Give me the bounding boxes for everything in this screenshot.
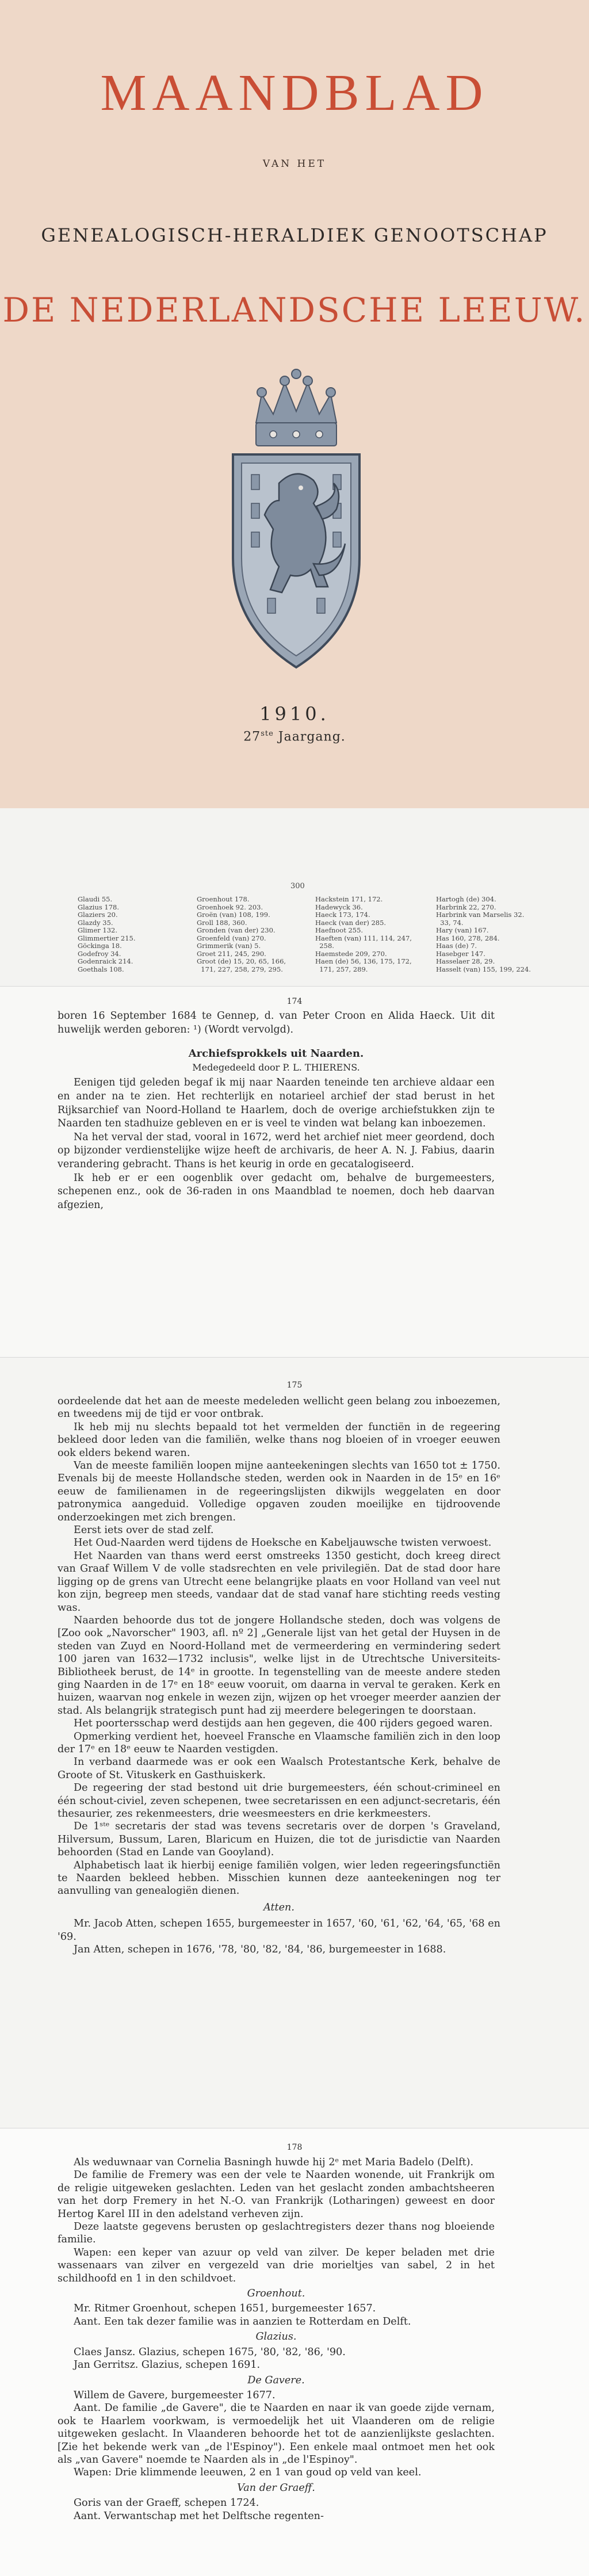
entry: Mr. Ritmer Groenhout, schepen 1651, burgemeester 1657. <box>74 2303 376 2315</box>
index-column-3: Hackstein 171, 172. Hadewyck 36. Haeck 173, 174. Haeck (van der) 285. Haefnoot 255. Haeften (van) 111, 114, 247, 258. Haemstede 209, 270. Haen (de) 56, 136, 175, 172, 171, 257, 289. <box>315 895 412 973</box>
page-body <box>58 2156 495 2523</box>
paragraph: Het Oud-Naarden werd tijdens de Hoeksche en Kabeljauwsche twisten verwoest. <box>74 1537 492 1549</box>
entry: Jan Atten, schepen in 1676, '78, '80, '82, '84, '86, burgemeester in 1688. <box>74 1944 446 1956</box>
page-number: 174 <box>286 997 303 1006</box>
article-heading: Archiefsprokkels uit Naarden. <box>188 1048 364 1060</box>
page-174 <box>0 987 589 1358</box>
paragraph: De regeering der stad bestond uit drie burgemeesters, één schout-crimineel en één schout-civiel, zeven schepenen, twee secretarissen en een adjunct-secretaris, één thesaurier, zes rekenmeesters, drie weesmeesters en drie kerkmeesters. <box>58 1782 500 1820</box>
index-column-1: Glaudi 55. Glazius 178. Glaziers 20. Glazdy 35. Glimer 132. Glimmertier 215. Göckinga 18. Godefroy 34. Godenraick 214. Goethals 108. <box>78 895 136 973</box>
paragraph: Na het verval der stad, vooral in 1672, werd het archief niet meer geordend, doch op bijzonder verdienstelijke wijze heeft de archivaris, de heer A. N. J. Fabius, daarin verandering gebracht. Thans is het keurig in orde en gecatalogiseerd. <box>58 1131 495 1170</box>
cover-jaargang <box>0 729 589 744</box>
cover-page <box>0 0 589 808</box>
coat-of-arms-emblem-icon <box>216 368 377 679</box>
paragraph: Ik heb mij nu slechts bepaald tot het vermelden der functiën in de regeering bekleed door leden van die familiën, welke thans nog bloeien of in vroeger eeuwen ook elders bekend waren. <box>58 1421 500 1459</box>
jaargang-number: 27 <box>243 729 261 744</box>
page-178 <box>0 2128 589 2576</box>
article-author: Medegedeeld door P. L. THIERENS. <box>192 1061 360 1073</box>
entry: Aant. De familie „de Gavere", die te Naarden en naar ik van goede zijde vernam, ook te Haarlem voorkwam, is vermoedelijk het uit Vlaanderen om de religie uitgeweken geslacht. In Vlaanderen behoorde het tot de aanzienlijkste geslachten. [Zie het bekende werk van „de l'Espinoy"). Een enkele maal ontmoet men het ook als „van Gavere" noemde te Naarden als in „de l'Espinoy". <box>58 2402 495 2466</box>
entry: Mr. Jacob Atten, schepen 1655, burgemeester in 1657, '60, '61, '62, '64, '65, '68 en '69. <box>58 1918 500 1943</box>
paragraph: De 1ˢᵗᵉ secretaris der stad was tevens secretaris over de dorpen 's Graveland, Hilversum, Bussum, Laren, Blaricum en Huizen, die tot de jurisdictie van Naarden behoorden (Stad en Lande van Gooyland). <box>58 1821 500 1859</box>
section-title: De Gavere. <box>247 2374 305 2386</box>
page-number: 175 <box>286 1381 303 1390</box>
cover-year: 1910. <box>259 703 330 725</box>
section-title: Atten. <box>263 1901 294 1913</box>
jaargang-suffix: ste <box>261 729 274 738</box>
paragraph: Als weduwnaar van Cornelia Basningh huwde hij 2ᵉ met Maria Badelo (Delft). <box>74 2157 474 2168</box>
jaargang-word: Jaargang. <box>278 729 346 744</box>
intro-paragraph: boren 16 September 1684 te Gennep, d. van Peter Croon en Alida Haeck. Uit dit huwelijk werden geboren: ¹) (Wordt vervolgd). <box>58 1010 495 1035</box>
entry: Claes Jansz. Glazius, schepen 1675, '80, '82, '86, '90. <box>74 2346 346 2358</box>
page-number: 300 <box>290 882 305 890</box>
paragraph: Het Naarden van thans werd eerst omstreeks 1350 gesticht, doch kreeg direct van Graaf Willem V de volle stadsrechten en vele privilegiën. Dat de stad door hare ligging op de grens van Utrecht eene belangrijke plaats en voor Holland van veel nut kon zijn, begreep men steeds, vandaar dat de stad vanaf hare stichting reeds vesting was. <box>58 1550 500 1614</box>
index-column-2: Groenhout 178. Groenhoek 92. 203. Groën (van) 108, 199. Groll 188, 360. Gronden (van der) 230. Groenfeld (van) 270. Grimmerik (van) 5. Groet 211, 245, 290. Groot (de) 15, 20, 65, 166, 171, 227, 258, 279, 295. <box>197 895 286 973</box>
paragraph: Deze laatste gegevens berusten op geslachtregisters dezer thans nog bloeiende familie. <box>58 2221 495 2246</box>
cover-van-het: VAN HET <box>262 158 327 170</box>
paragraph: In verband daarmede was er ook een Waalsch Protestantsche Kerk, behalve de Groote of St. Vituskerk en Gasthuiskerk. <box>58 1756 500 1781</box>
entry: Goris van der Graeff, schepen 1724. <box>74 2497 259 2509</box>
paragraph: Opmerking verdient het, hoeveel Fransche en Vlaamsche familiën zich in den loop der 17ᵉ en 18ᵉ eeuw te Naarden vestigden. <box>58 1730 500 1755</box>
paragraph: Eerst iets over de stad zelf. <box>74 1524 214 1537</box>
paragraph: oordeelende dat het aan de meeste medeleden wellicht geen belang zou inboezemen, en tweedens mij de tijd er voor ontbrak. <box>58 1396 500 1420</box>
index-column-4: Hartogh (de) 304. Harbrink 22, 270. Harbrink van Marselis 32. 33, 74. Hary (van) 167. Has 160, 278, 284. Haas (de) 7. Hasebger 147. Hasselaer 28, 29. Hasselt (van) 155, 199, 224. <box>436 895 531 973</box>
page-body <box>58 1010 495 1212</box>
entry: Aant. Verwantschap met het Delftsche regenten- <box>74 2510 324 2522</box>
entry: Willem de Gavere, burgemeester 1677. <box>74 2389 276 2401</box>
entry: Jan Gerritsz. Glazius, schepen 1691. <box>74 2359 261 2371</box>
paragraph: Van de meeste familiën loopen mijne aanteekeningen slechts van 1650 tot ± 1750. Evenals bij de meeste Hollandsche steden, werden ook in Naarden in de 15ᵉ en 16ᵉ eeuw de familienamen in de regeeringslijsten dikwijls weggelaten en door patronymica aangeduid. Volledige opgaven zouden moeilijke en tijdroovende onderzoekingen met zich brengen. <box>58 1460 500 1523</box>
paragraph: Eenigen tijd geleden begaf ik mij naar Naarden teneinde ten archieve aldaar een en ander na te zien. Het rechterlijk en notarieel archief der stad berust in het Rijksarchief van Noord-Holland te Haarlem, doch de overige archiefstukken zijn te Naarden ten stadhuize gebleven en er is veel te vinden wat belang kan inboezemen. <box>58 1077 495 1130</box>
paragraph: Alphabetisch laat ik hierbij eenige familiën volgen, wier leden regeeringsfunctiën te Naarden bekleed hebben. Misschien kunnen deze aanteekeningen nog ter aanvulling van genealogiën dienen. <box>58 1859 500 1897</box>
cover-society-name: GENEALOGISCH-HERALDIEK GENOOTSCHAP <box>41 224 548 246</box>
paragraph: De familie de Fremery was een der vele te Naarden wonende, uit Frankrijk om de religie uitgeweken geslachten. Leden van het geslacht zonden ambachtsheeren van het dorp Fremery in het N.-O. van Frankrijk (Lotharingen) geweest en door Hertog Karel III in den adelstand verheven zijn. <box>58 2169 495 2220</box>
page-number: 178 <box>286 2143 303 2152</box>
section-title: Glazius. <box>255 2331 297 2343</box>
paragraph: Naarden behoorde dus tot de jongere Hollandsche steden, doch was volgens de [Zoo ook „Navorscher" 1903, afl. nº 2] „Generale lijst van het getal der Huysen in de steden van Zuyd en Noord-Holland met de vermeerdering en vermindering sedert 100 jaren van 1632—1732 inclusis", welke lijst in de Utrechtsche Universiteits-Bibliotheek berust, de 14ᵉ in grootte. In tegenstelling van de meeste andere steden ging Naarden in de 17ᵉ en 18ᵉ eeuw vooruit, om daarna in verval te geraken. Kerk en huizen, waarvan nog enkele in wezen zijn, wijzen op het vroeger meerder aanzien der stad. Als belangrijk strategisch punt had zij meerdere belegeringen te doorstaan. <box>58 1614 500 1717</box>
paragraph: Het poortersschap werd destijds aan hen gegeven, die 400 rijders gegoed waren. <box>74 1718 493 1730</box>
cover-journal-name: DE NEDERLANDSCHE LEEUW. <box>2 291 587 330</box>
entry: Wapen: Drie klimmende leeuwen, 2 en 1 van goud op veld van keel. <box>74 2467 422 2479</box>
page-body <box>58 1395 500 1956</box>
index-page <box>0 808 589 987</box>
section-title: Van der Graeff. <box>237 2482 315 2494</box>
entry: Aant. Een tak dezer familie was in aanzien te Rotterdam en Delft. <box>74 2315 411 2327</box>
paragraph: Ik heb er er een oogenblik over gedacht om, behalve de burgemeesters, schepenen enz., ook de 36-raden in ons Maandblad te noemen, doch heb daarvan afgezien, <box>58 1172 495 1211</box>
section-title: Groenhout. <box>247 2288 305 2300</box>
paragraph: Wapen: een keper van azuur op veld van zilver. De keper beladen met drie wassenaars van zilver en vergezeld van drie morieltjes van sabel, 2 in het schildhoofd en 1 in den schildvoet. <box>58 2246 495 2284</box>
page-175 <box>0 1358 589 2128</box>
cover-title: MAANDBLAD <box>100 64 489 121</box>
